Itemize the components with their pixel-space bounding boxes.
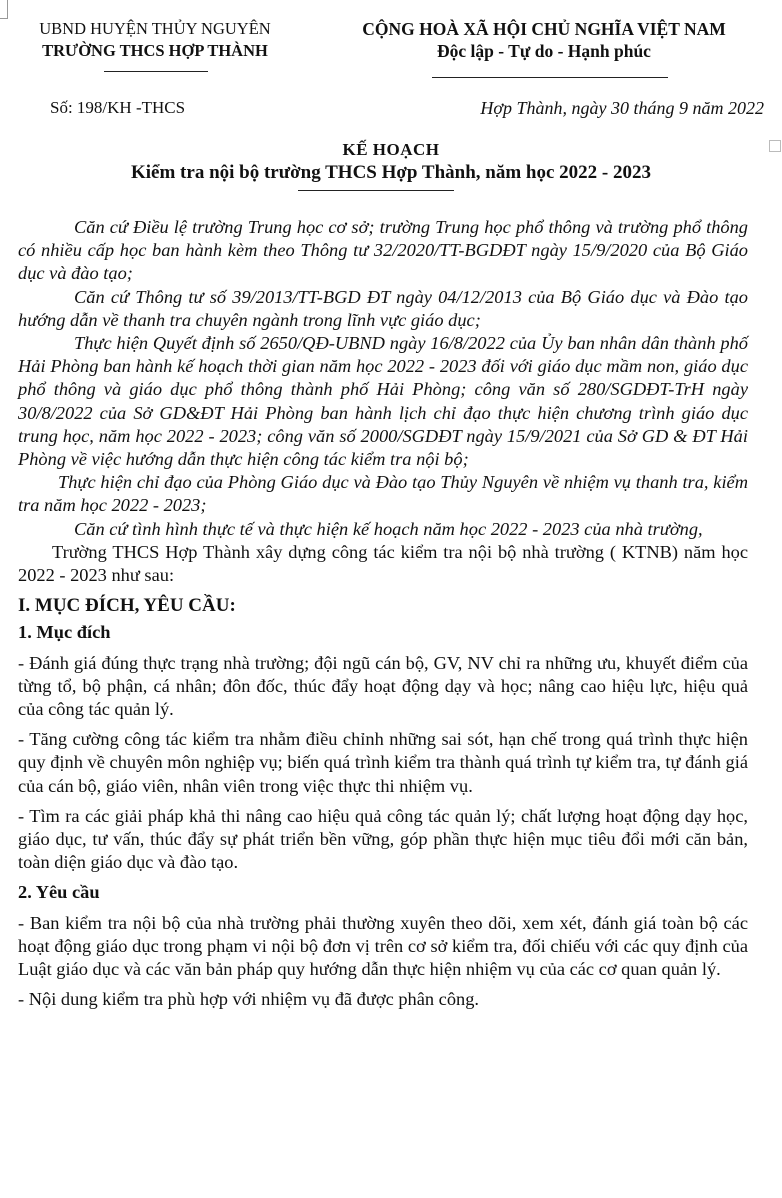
motto-underline — [432, 77, 668, 78]
document-subtitle: Kiểm tra nội bộ trường THCS Hợp Thành, năm học 2022 - 2023 — [130, 162, 651, 183]
issuer-school: TRƯỜNG THCS HỢP THÀNH — [42, 41, 268, 60]
national-motto-block — [314, 18, 774, 62]
national-motto: Độc lập - Tự do - Hạnh phúc — [437, 41, 651, 61]
document-date: Hợp Thành, ngày 30 tháng 9 năm 2022 — [480, 98, 764, 118]
issuer-underline — [104, 71, 208, 72]
preamble-paragraph: Căn cứ Điều lệ trường Trung học cơ sở; trường Trung học phổ thông và trường phổ thông có nhiều cấp học ban hành kèm theo Thông tư 32/2020/TT-BGDĐT ngày 15/9/2020 của Bộ Giáo dục và đào tạo; — [18, 217, 748, 284]
subsection-heading: 2. Yêu cầu — [18, 882, 100, 903]
intro-paragraph: Trường THCS Hợp Thành xây dựng công tác kiểm tra nội bộ nhà trường ( KTNB) năm học 2022 - 2023 như sau: — [18, 541, 748, 586]
subsection-heading: 1. Mục đích — [18, 622, 111, 643]
document-title: KẾ HOẠCH — [342, 140, 440, 159]
section-heading: I. MỤC ĐÍCH, YÊU CẦU: — [18, 595, 236, 617]
document-body — [18, 216, 748, 1012]
list-item: - Đánh giá đúng thực trạng nhà trường; đội ngũ cán bộ, GV, NV chỉ ra những ưu, khuyết điểm của từng tổ, bộ phận, cá nhân; đôn đốc, thúc đẩy hoạt động dạy và học; nâng cao hiệu lực, hiệu quả của công tác quản lý. — [18, 652, 748, 720]
page-corner-mark — [0, 0, 8, 19]
issuer-block — [0, 18, 310, 62]
issuer-authority: UBND HUYỆN THỦY NGUYÊN — [39, 19, 271, 38]
national-name: CỘNG HOÀ XÃ HỘI CHỦ NGHĨA VIỆT NAM — [362, 19, 726, 39]
list-item: - Nội dung kiểm tra phù hợp với nhiệm vụ đã được phân công. — [18, 989, 480, 1010]
list-item: - Tăng cường công tác kiểm tra nhằm điều chỉnh những sai sót, hạn chế trong quá trình thực hiện quy định về chuyên môn nghiệp vụ; biến quá trình kiểm tra thành quá trình tự kiểm tra, tự đánh giá của cán bộ, giáo viên, nhân viên trong việc thực thi nhiệm vụ. — [18, 729, 748, 796]
title-underline — [298, 190, 454, 191]
preamble-paragraph: Thực hiện chỉ đạo của Phòng Giáo dục và Đào tạo Thủy Nguyên về nhiệm vụ thanh tra, kiểm tra năm học 2022 - 2023; — [18, 472, 748, 516]
preamble-paragraph: Căn cứ tình hình thực tế và thực hiện kế hoạch năm học 2022 - 2023 của nhà trường, — [74, 518, 703, 539]
preamble-paragraph: Căn cứ Thông tư số 39/2013/TT-BGD ĐT ngày 04/12/2013 của Bộ Giáo dục và Đào tạo hướng dẫn về thanh tra chuyên ngành trong lĩnh vực giáo dục; — [18, 286, 748, 330]
preamble-paragraph: Thực hiện Quyết định số 2650/QĐ-UBND ngày 16/8/2022 của Ủy ban nhân dân thành phố Hải Phòng ban hành kế hoạch thời gian năm học 2022 - 2023 đối với giáo dục mầm non, giáo dục phổ thông và giáo dục phổ thông thành phố Hải Phòng; công văn số 280/SGDĐT-TrH ngày 30/8/2022 của Sở GD&ĐT Hải Phòng ban hành lịch chỉ đạo thực hiện chương trình giáo dục trung học, năm học 2022 - 2023; công văn số 2000/SGDĐT ngày 15/9/2021 của Sở GD & ĐT Hải Phòng về việc hướng dẫn thực hiện công tác kiểm tra nội bộ; — [18, 333, 748, 470]
document-number: Số: 198/KH -THCS — [50, 98, 186, 117]
list-item: - Tìm ra các giải pháp khả thi nâng cao hiệu quả công tác quản lý; chất lượng hoạt động dạy học, giáo dục, tư vấn, thúc đẩy sự phát triển bền vững, góp phần thực hiện mục tiêu đổi mới căn bản, toàn diện giáo dục và đào tạo. — [18, 805, 748, 873]
list-item: - Ban kiểm tra nội bộ của nhà trường phải thường xuyên theo dõi, xem xét, đánh giá toàn bộ các hoạt động giáo dục trong phạm vi nội bộ đơn vị trên cơ sở kiểm tra, đối chiếu với các quy định của Luật giáo dục và các văn bản pháp quy hướng dẫn thực hiện nhiệm vụ của các cơ quan quản lý. — [18, 912, 748, 980]
